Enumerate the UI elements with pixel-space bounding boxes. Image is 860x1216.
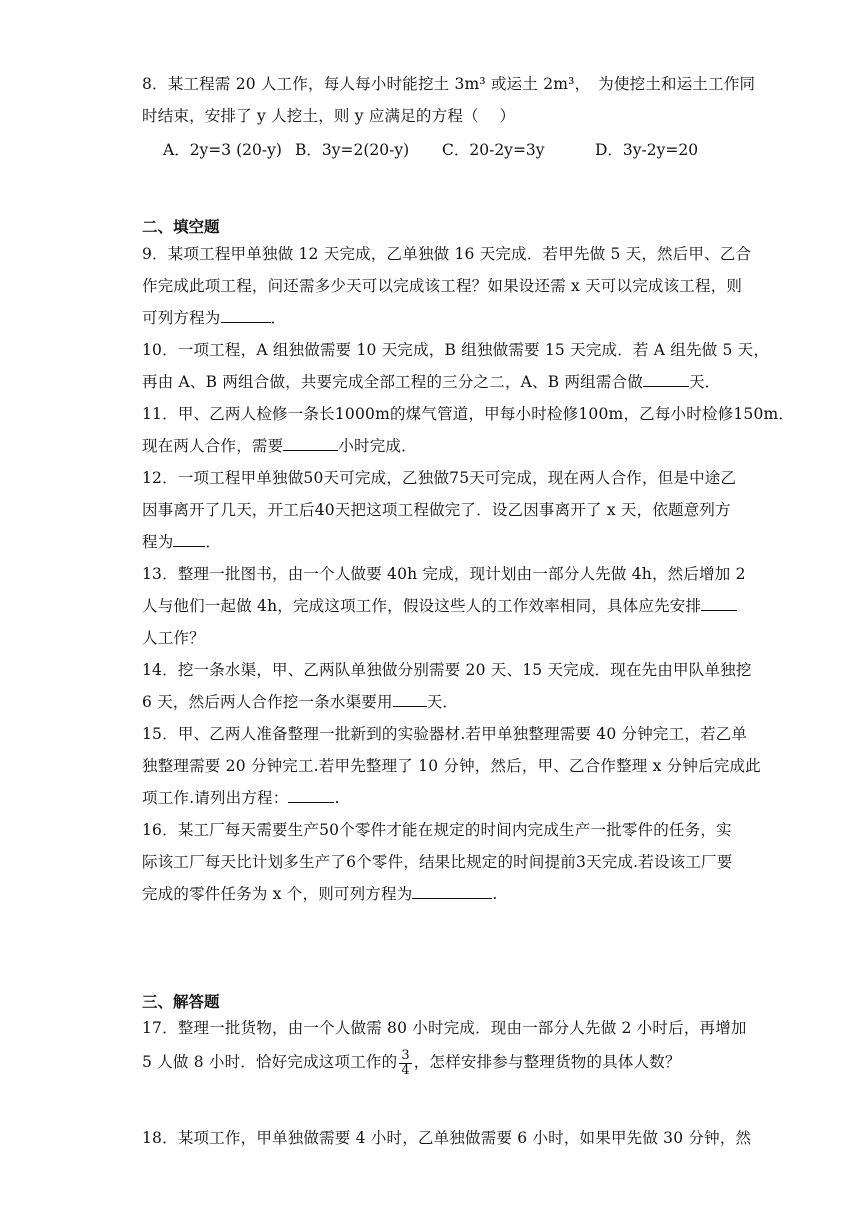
answer-blank[interactable] <box>412 882 492 899</box>
question-9-line-1: 9．某项工程甲单独做 12 天完成，乙单独做 16 天完成．若甲先做 5 天，然后甲、乙合 <box>142 245 752 263</box>
question-9-text: 可列方程为 <box>142 309 221 327</box>
question-11-line-2 <box>142 430 722 462</box>
question-12-text: 程为 <box>142 533 174 551</box>
question-14-line-1: 14．挖一条水渠，甲、乙两队单独做分别需要 20 天、15 天完成．现在先由甲队单独挖 <box>142 661 752 679</box>
option-d: D．3y-2y=20 <box>595 141 699 159</box>
question-8 <box>142 68 756 132</box>
question-17-line-2 <box>142 1044 722 1080</box>
question-17 <box>142 1012 747 1080</box>
question-9 <box>142 238 752 334</box>
question-13-line-2 <box>142 590 722 622</box>
question-16-line-1: 16．某工厂每天需要生产50个零件才能在规定的时间内完成生产一批零件的任务，实 <box>142 821 732 839</box>
question-14-line-2 <box>142 686 722 718</box>
answer-blank[interactable] <box>393 690 427 707</box>
question-16-text: 完成的零件任务为 x 个，则可列方程为 <box>142 885 413 903</box>
question-13-line-1: 13．整理一批图书，由一个人做要 40h 完成，现计划由一部分人先做 4h，然后增加 2 <box>142 565 746 583</box>
fraction-denominator: 4 <box>401 1062 410 1078</box>
question-15-line-1: 15．甲、乙两人准备整理一批新到的实验器材.若甲单独整理需要 40 分钟完工，若乙单 <box>142 725 748 743</box>
question-12-line-2: 因事离开了几天，开工后40天把这项工程做完了．设乙因事离开了 x 天，依题意列方 <box>142 501 731 519</box>
question-16-line-3 <box>142 878 722 910</box>
section-title-fill-in: 二、填空题 <box>142 217 220 236</box>
question-18 <box>142 1122 752 1154</box>
question-15-line-2: 独整理需要 20 分钟完工.若甲先整理了 10 分钟，然后，甲、乙合作整理 x 分钟后完成此 <box>142 757 761 775</box>
question-11-end: 小时完成． <box>338 437 417 455</box>
question-11-line-1: 11．甲、乙两人检修一条长1000m的煤气管道，甲每小时检修100m，乙每小时检修150m． <box>142 405 795 423</box>
answer-blank[interactable] <box>288 786 334 803</box>
question-15 <box>142 718 761 814</box>
answer-blank[interactable] <box>701 594 737 611</box>
question-12-line-3 <box>142 526 722 558</box>
question-13-line-3: 人工作？ <box>142 629 205 647</box>
question-16-end: . <box>492 885 498 903</box>
question-14 <box>142 654 752 718</box>
question-18-line-1: 18．某项工作，甲单独做需要 4 小时，乙单独做需要 6 小时，如果甲先做 30 分钟，然 <box>142 1129 752 1147</box>
question-15-end: . <box>334 789 340 807</box>
fraction-numerator: 3 <box>401 1047 410 1063</box>
question-9-line-2: 作完成此项工程，问还需多少天可以完成该工程？如果设还需 x 天可以完成该工程，则 <box>142 277 743 295</box>
question-10-line-1: 10．一项工程，A 组独做需要 10 天完成，B 组独做需要 15 天完成．若 A 组先做 5 天， <box>142 341 770 359</box>
section-title-solve: 三、解答题 <box>142 992 220 1011</box>
option-b: B．3y=2(20-y) <box>295 141 410 159</box>
question-11-text: 现在两人合作，需要 <box>142 437 284 455</box>
question-12-end: ． <box>205 533 222 551</box>
question-10 <box>142 334 770 398</box>
question-14-text: 6 天，然后两人合作挖一条水渠要用 <box>142 693 393 711</box>
question-9-end: ． <box>270 309 287 327</box>
question-11 <box>142 398 795 462</box>
fraction <box>399 1049 411 1078</box>
question-10-text: 再由 A、B 两组合做，共要完成全部工程的三分之二，A、B 两组需合做 <box>142 373 643 391</box>
question-14-end: 天． <box>426 693 459 711</box>
question-10-end: 天． <box>688 373 721 391</box>
answer-blank[interactable] <box>173 530 205 547</box>
question-8-line-2: 时结束，安排了 y 人挖土，则 y 应满足的方程（ ） <box>142 107 516 125</box>
option-c: C．20-2y=3y <box>442 141 545 159</box>
question-12-line-1: 12．一项工程甲单独做50天可完成，乙独做75天可完成，现在两人合作，但是中途乙 <box>142 469 737 487</box>
question-17-end: ，怎样安排参与整理货物的具体人数？ <box>413 1053 681 1071</box>
question-16 <box>142 814 733 910</box>
question-12 <box>142 462 737 558</box>
option-a: A．2y=3 (20-y) <box>163 141 282 159</box>
question-13 <box>142 558 746 654</box>
question-10-line-2 <box>142 366 722 398</box>
question-15-line-3 <box>142 782 722 814</box>
question-13-text: 人与他们一起做 4h，完成这项工作，假设这些人的工作效率相同，具体应先安排 <box>142 597 702 615</box>
question-17-text: 5 人做 8 小时．恰好完成这项工作的 <box>142 1053 398 1071</box>
answer-blank[interactable] <box>283 434 338 451</box>
question-15-text: 项工作.请列出方程： <box>142 789 289 807</box>
question-16-line-2: 际该工厂每天比计划多生产了6个零件，结果比规定的时间提前3天完成.若设该工厂要 <box>142 853 733 871</box>
answer-blank[interactable] <box>221 306 271 323</box>
question-8-line-1: 8．某工程需 20 人工作，每人每小时能挖土 3m³ 或运土 2m³， 为使挖土和运土工作同 <box>142 75 756 93</box>
answer-blank[interactable] <box>643 370 689 387</box>
question-9-line-3 <box>142 302 722 334</box>
question-17-line-1: 17．整理一批货物，由一个人做需 80 小时完成．现由一部分人先做 2 小时后，再增加 <box>142 1019 747 1037</box>
